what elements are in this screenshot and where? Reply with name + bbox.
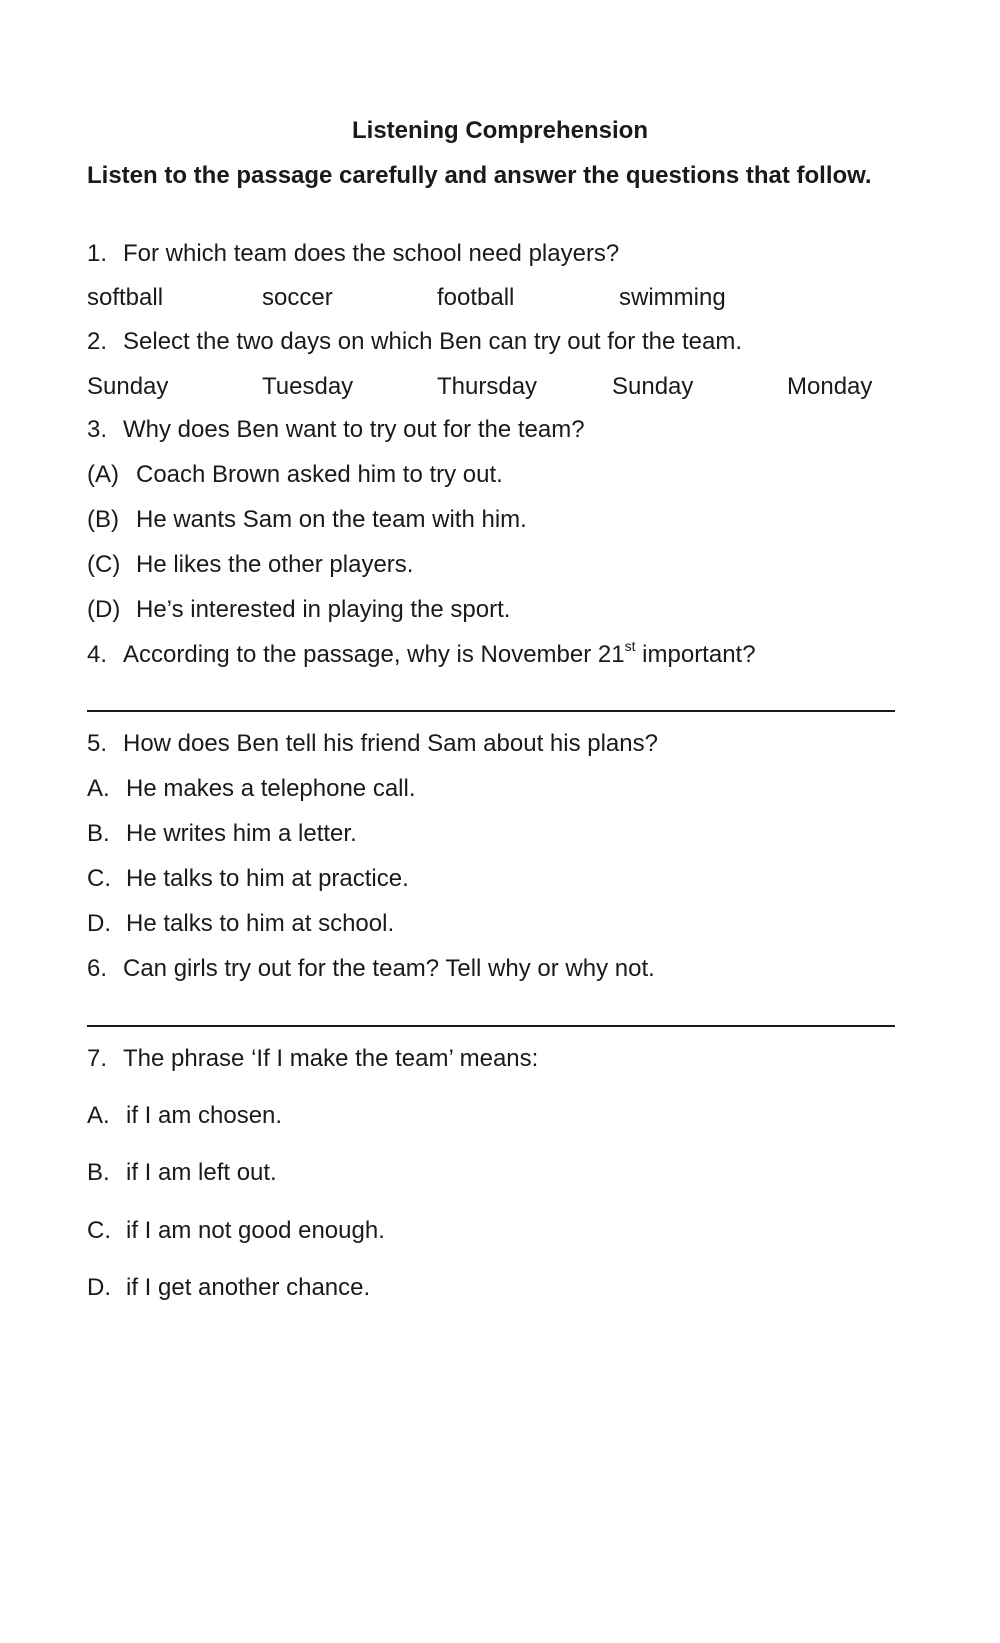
option-text: if I am not good enough.	[126, 1217, 385, 1244]
choice-thursday[interactable]: Thursday	[437, 373, 538, 400]
option-b[interactable]	[87, 819, 357, 849]
option-label: B.	[87, 820, 110, 847]
option-text: Coach Brown asked him to try out.	[136, 461, 503, 488]
option-d[interactable]	[87, 909, 394, 939]
question-7	[87, 1044, 538, 1074]
question-text: How does Ben tell his friend Sam about his plans?	[123, 730, 658, 757]
instructions: Listen to the passage carefully and answer the questions that follow.	[87, 162, 872, 189]
option-text: He makes a telephone call.	[126, 775, 416, 802]
option-label: A.	[87, 1102, 110, 1129]
question-5	[87, 729, 658, 759]
option-c[interactable]	[87, 550, 413, 580]
question-number: 5.	[87, 730, 108, 757]
option-label: D.	[87, 910, 111, 937]
choice-softball[interactable]: softball	[87, 284, 164, 311]
option-text: He likes the other players.	[136, 551, 414, 578]
choice-monday[interactable]: Monday	[787, 373, 873, 400]
option-text: He’s interested in playing the sport.	[136, 596, 511, 623]
option-c[interactable]	[87, 864, 409, 894]
option-label: (A)	[87, 461, 119, 488]
question-1-choices	[87, 283, 887, 313]
option-label: A.	[87, 775, 110, 802]
question-number: 7.	[87, 1045, 108, 1072]
option-text: if I am left out.	[126, 1159, 277, 1186]
option-label: C.	[87, 1217, 111, 1244]
option-c[interactable]	[87, 1216, 385, 1246]
option-text: He talks to him at school.	[126, 910, 395, 937]
question-number: 3.	[87, 416, 108, 443]
choice-sunday[interactable]: Sunday	[87, 373, 169, 400]
question-4	[87, 640, 756, 670]
question-number: 1.	[87, 240, 108, 267]
question-number: 6.	[87, 955, 108, 982]
choice-football[interactable]: football	[437, 284, 515, 311]
option-a[interactable]	[87, 460, 503, 490]
option-label: (D)	[87, 596, 121, 623]
question-text: For which team does the school need players?	[123, 240, 620, 267]
choice-swimming[interactable]: swimming	[619, 284, 726, 311]
option-label: (B)	[87, 506, 119, 533]
option-text: He wants Sam on the team with him.	[136, 506, 527, 533]
option-a[interactable]	[87, 1101, 282, 1131]
question-text: Select the two days on which Ben can try out for the team.	[123, 328, 742, 355]
question-6	[87, 954, 655, 984]
question-2-choices	[87, 372, 887, 402]
question-text-end: important?	[635, 641, 756, 668]
option-label: B.	[87, 1159, 110, 1186]
option-b[interactable]	[87, 1158, 277, 1188]
question-number: 2.	[87, 328, 108, 355]
page-title: Listening Comprehension	[351, 117, 648, 144]
question-text: According to the passage, why is November 21	[123, 641, 625, 668]
option-text: if I am chosen.	[126, 1102, 283, 1129]
choice-sunday-2[interactable]: Sunday	[612, 373, 694, 400]
option-label: C.	[87, 865, 111, 892]
option-text: He writes him a letter.	[126, 820, 357, 847]
option-text: if I get another chance.	[126, 1274, 371, 1301]
option-label: D.	[87, 1274, 111, 1301]
choice-tuesday[interactable]: Tuesday	[262, 373, 354, 400]
answer-line-6[interactable]	[87, 1025, 895, 1027]
question-3	[87, 415, 585, 445]
option-text: He talks to him at practice.	[126, 865, 409, 892]
question-text: The phrase ‘If I make the team’ means:	[123, 1045, 539, 1072]
answer-line-4[interactable]	[87, 710, 895, 712]
option-b[interactable]	[87, 505, 527, 535]
option-label: (C)	[87, 551, 121, 578]
option-d[interactable]	[87, 1273, 370, 1303]
question-2	[87, 327, 742, 357]
question-text: Can girls try out for the team? Tell why or why not.	[123, 955, 655, 982]
option-a[interactable]	[87, 774, 416, 804]
question-number: 4.	[87, 641, 108, 668]
option-d[interactable]	[87, 595, 510, 625]
question-text: Why does Ben want to try out for the team?	[123, 416, 585, 443]
superscript: st	[624, 638, 636, 654]
question-1	[87, 239, 619, 269]
choice-soccer[interactable]: soccer	[262, 284, 333, 311]
